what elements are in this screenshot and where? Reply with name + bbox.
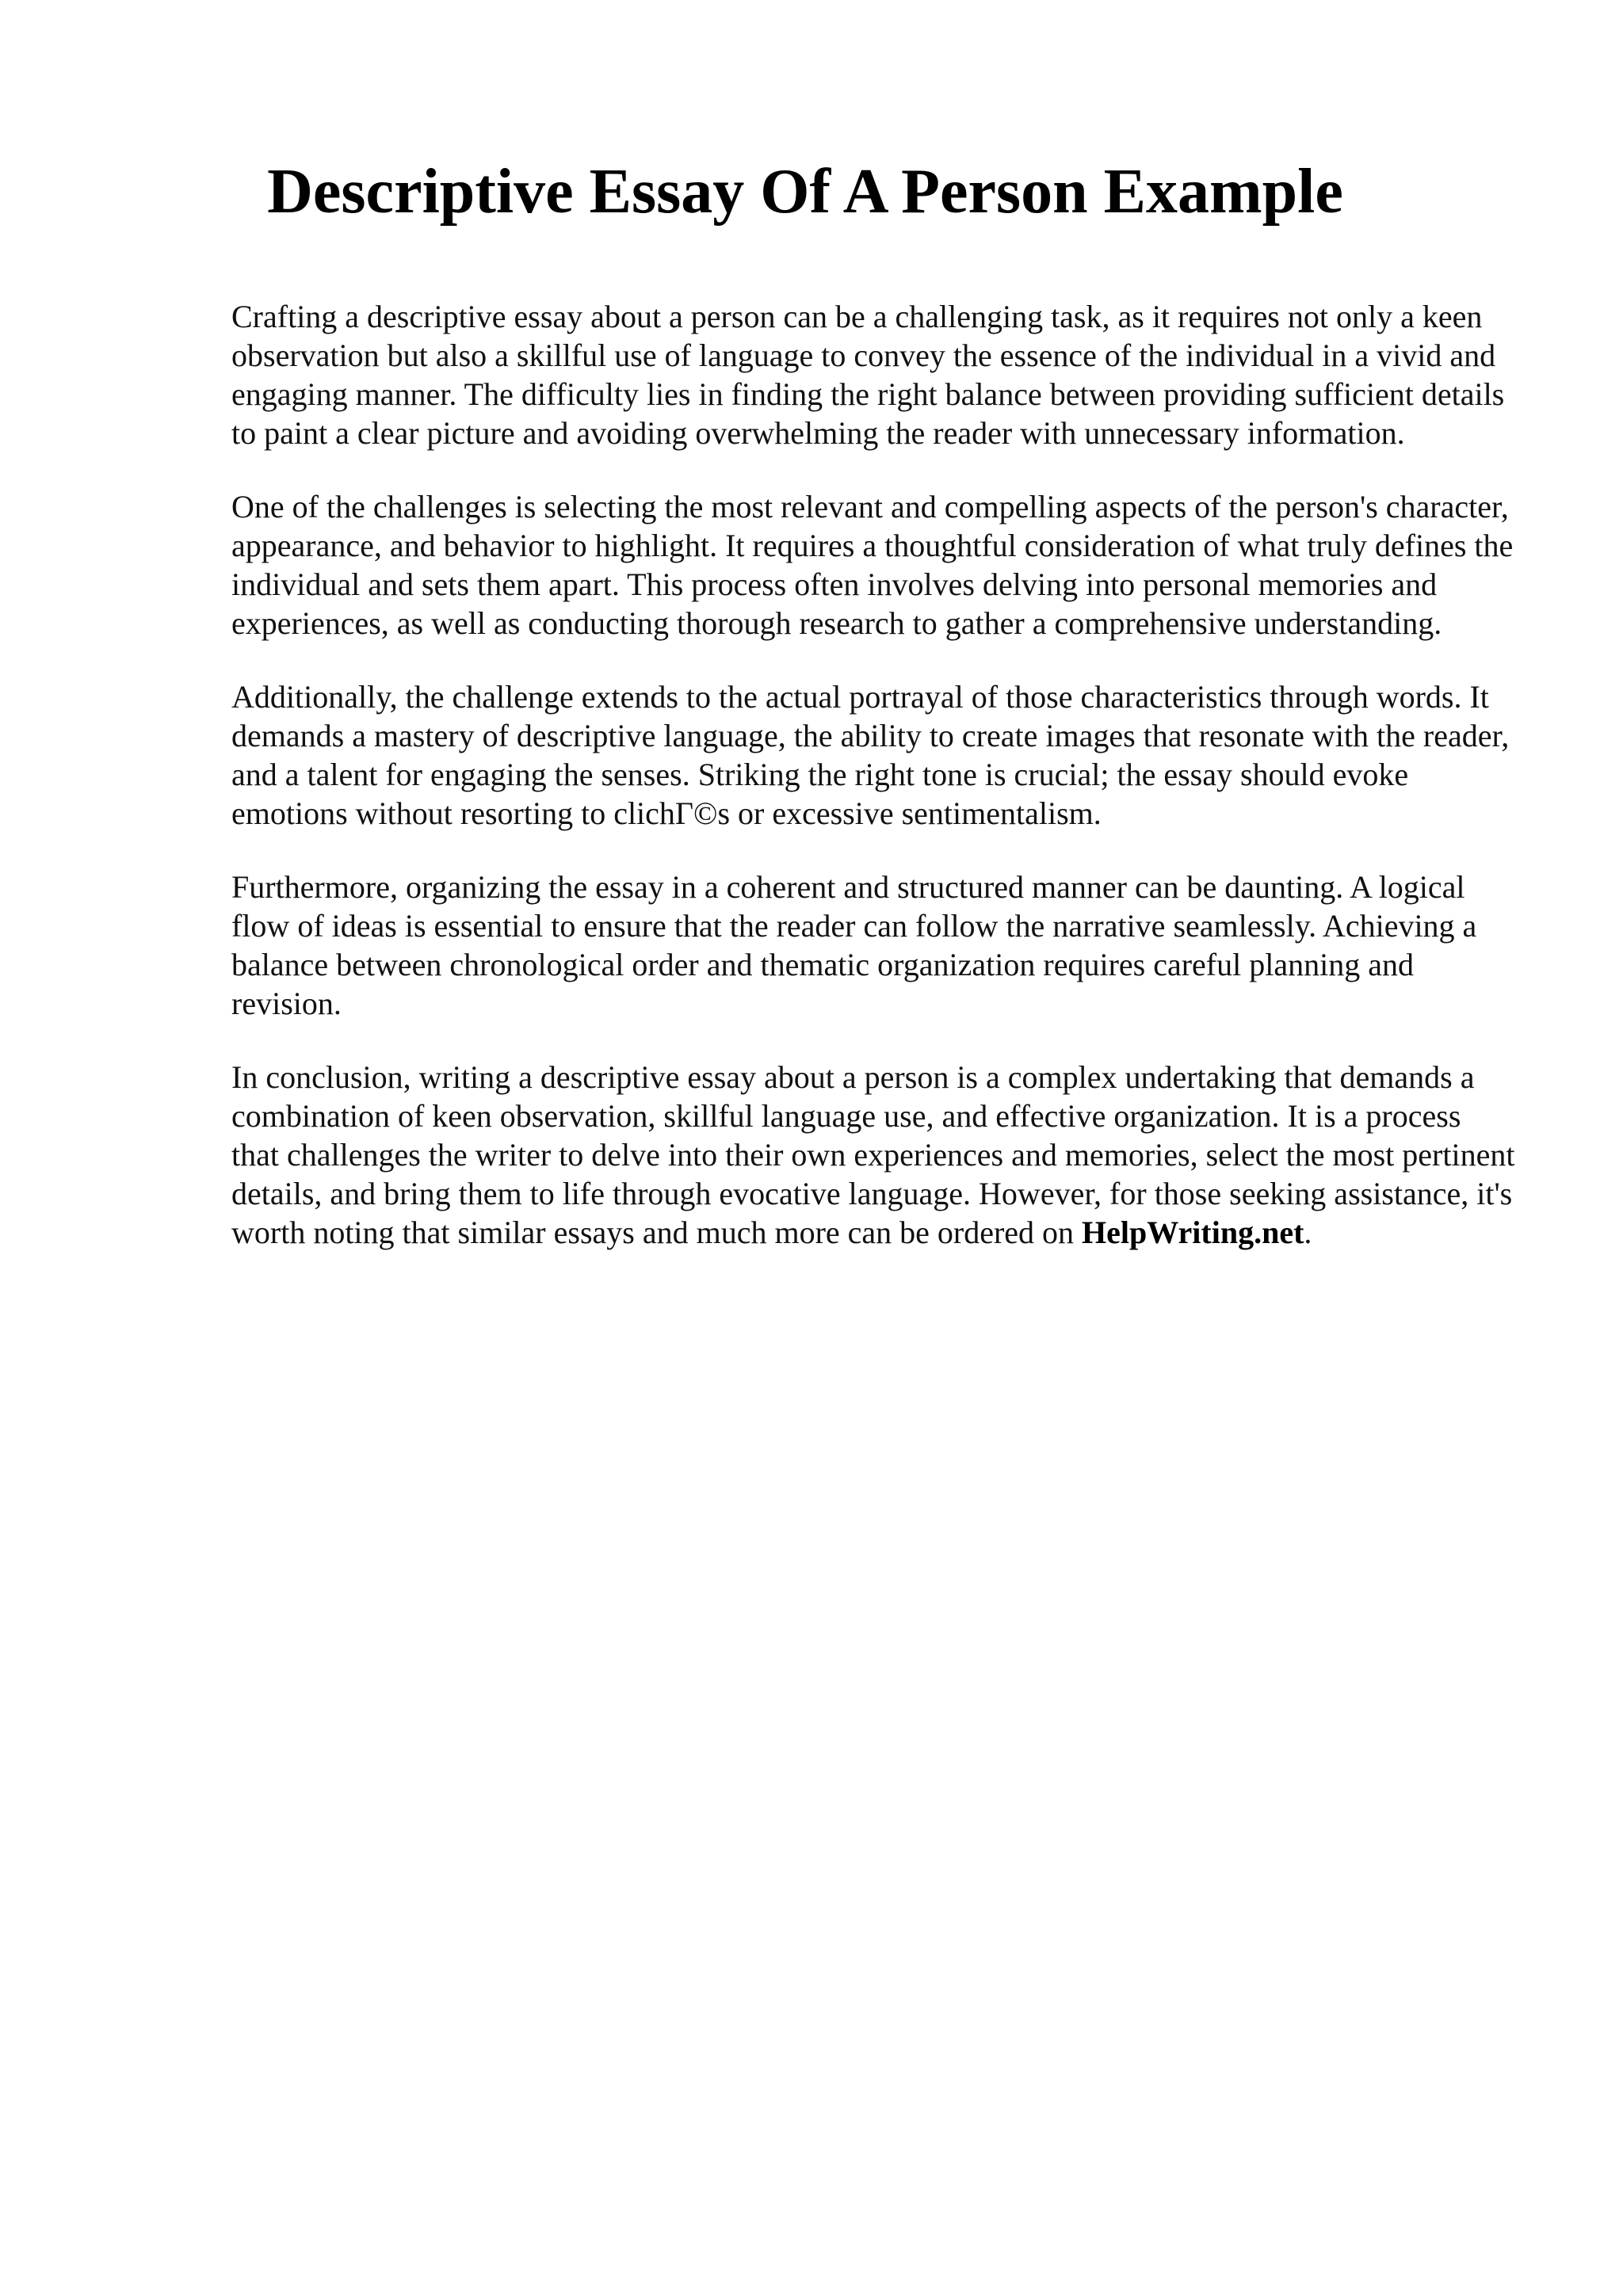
paragraph-2: One of the challenges is selecting the most relevant and compelling aspects of the person's character, appearance, and behavior to highlight. It requires a thoughtful consideration of what truly defines the individual and sets them apart. This process often involves delving into personal memories and experiences, as well as conducting thorough research to gather a comprehensive understanding. <box>231 489 1514 641</box>
paragraph-3: Additionally, the challenge extends to the actual portrayal of those characteristics through words. It demands a mastery of descriptive language, the ability to create images that resonate with the reader, and a talent for engaging the senses. Striking the right tone is crucial; the essay should evoke emotions without resorting to clichΓ©s or excessive sentimentalism. <box>231 679 1510 831</box>
conclusion-text: In conclusion, writing a descriptive essay about a person is a complex undertaking that demands a combination of keen observation, skillful language use, and effective organization. It is a process that challenges the writer to delve into their own experiences and memories, select the most pertinent details, and bring them to life through evocative language. However, for those seeking assistance, it's worth noting that similar essays and much more can be ordered on <box>231 1059 1515 1250</box>
conclusion-paragraph <box>231 1058 1515 1252</box>
page-title: Descriptive Essay Of A Person Example <box>267 157 1343 227</box>
essay-body <box>231 297 1515 1252</box>
paragraph-4: Furthermore, organizing the essay in a coherent and structured manner can be daunting. A logical flow of ideas is essential to ensure that the reader can follow the narrative seamlessly. Achieving a balance between chronological order and thematic organization requires careful planning and revision. <box>231 869 1477 1021</box>
paragraph-1: Crafting a descriptive essay about a person can be a challenging task, as it requires not only a keen observation but also a skillful use of language to convey the essence of the individual in a vivid and engaging manner. The difficulty lies in finding the right balance between providing sufficient details to paint a clear picture and avoiding overwhelming the reader with unnecessary information. <box>231 299 1505 451</box>
helpwriting-link[interactable]: HelpWriting.net <box>1082 1215 1304 1250</box>
conclusion-period: . <box>1304 1215 1312 1250</box>
